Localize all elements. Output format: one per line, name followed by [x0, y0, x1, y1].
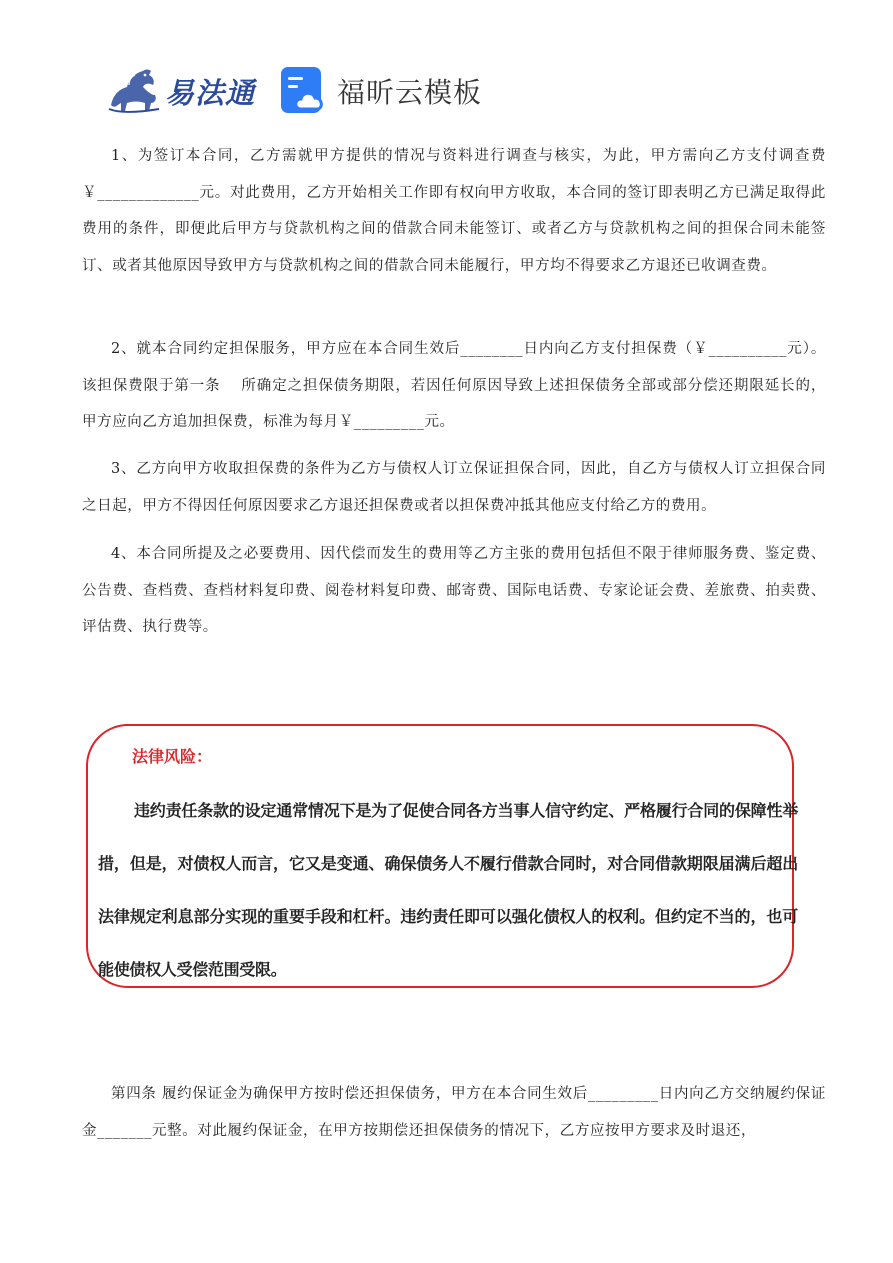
paragraph-2 — [82, 331, 826, 441]
logo-foxit-template-text: 福昕云模板 — [337, 76, 483, 109]
article-4 — [82, 1076, 826, 1149]
paragraph-1 — [82, 138, 826, 284]
paragraph-text: 1、为签订本合同，乙方需就甲方提供的情况与资料进行调查与核实，为此，甲方需向乙方支付调查费￥_____________元。对此费用，乙方开始相关工作即有权向甲方收取，本合同的签订即表明乙方已满足取得此费用的条件，即便此后甲方与贷款机构之间的借款合同未能签订、或者乙方与贷款机构之间的担保合同未能签订、或者其他原因导致甲方与贷款机构之间的借款合同未能履行，甲方均不得要求乙方退还已收调查费。 — [82, 148, 826, 274]
header — [105, 62, 482, 120]
paragraph-text: 4、本合同所提及之必要费用、因代偿而发生的费用等乙方主张的费用包括但不限于律师服务费、鉴定费、公告费、查档费、查档材料复印费、阅卷材料复印费、邮寄费、国际电话费、专家论证会费、差旅费、拍卖费、评估费、执行费等。 — [82, 546, 826, 635]
legal-risk-box — [86, 724, 798, 988]
legal-risk-title: 法律风险： — [132, 747, 213, 766]
foxit-template-logo — [279, 65, 482, 117]
paragraph-text: 2、就本合同约定担保服务，甲方应在本合同生效后________日内向乙方支付担保费（￥__________元）。该担保费限于第一条 所确定之担保债务期限，若因任何原因导致上述担保债务全部或部分偿还期限延长的，甲方应向乙方追加担保费，标准为每月￥_________元。 — [82, 341, 826, 430]
cloud-document-icon — [279, 65, 329, 117]
horse-logo-icon — [105, 65, 163, 117]
article-4-text: 第四条 履约保证金为确保甲方按时偿还担保债务，甲方在本合同生效后_________日内向乙方交纳履约保证金_______元整。对此履约保证金，在甲方按期偿还担保债务的情况下，乙方应按甲方要求及时退还， — [82, 1086, 826, 1139]
logo-yifatong-text: 易法通 — [165, 75, 256, 110]
paragraph-3 — [82, 451, 826, 524]
yifatong-logo — [105, 65, 255, 117]
paragraph-text: 3、乙方向甲方收取担保费的条件为乙方与债权人订立保证担保合同，因此，自乙方与债权人订立担保合同之日起，甲方不得因任何原因要求乙方退还担保费或者以担保费冲抵其他应支付给乙方的费用。 — [82, 461, 826, 514]
paragraph-4 — [82, 536, 826, 646]
legal-risk-content: 违约责任条款的设定通常情况下是为了促使合同各方当事人信守约定、严格履行合同的保障性举措，但是，对债权人而言，它又是变通、确保债务人不履行借款合同时，对合同借款期限届满后超出法律规定利息部分实现的重要手段和杠杆。违约责任即可以强化债权人的权利。但约定不当的，也可能使债权人受偿范围受限。 — [98, 801, 798, 979]
